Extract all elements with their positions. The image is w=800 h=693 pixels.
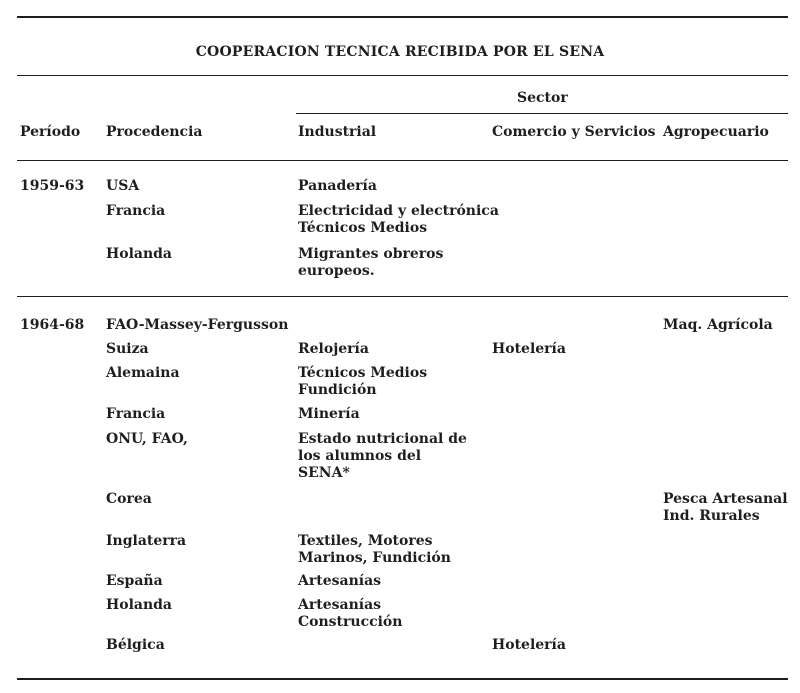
agropecuario-cell: Pesca Artesanal Ind. Rurales — [663, 491, 788, 524]
period-rule — [17, 296, 788, 297]
bottom-rule — [17, 678, 788, 680]
procedencia-cell: España — [106, 573, 163, 589]
industrial-cell: Electricidad y electrónica Técnicos Medios — [298, 203, 499, 236]
period-label: 1964-68 — [20, 317, 85, 333]
top-rule — [17, 16, 788, 18]
comercio-cell: Hotelería — [492, 637, 566, 653]
period-label: 1959-63 — [20, 178, 85, 194]
procedencia-cell: FAO-Massey-Fergusson — [106, 317, 289, 333]
industrial-cell: Artesanías — [298, 573, 382, 589]
sector-header: Sector — [517, 90, 568, 106]
agropecuario-cell: Maq. Agrícola — [663, 317, 773, 333]
industrial-cell: Migrantes obreros europeos. — [298, 246, 444, 279]
col-header-procedencia: Procedencia — [106, 124, 203, 140]
procedencia-cell: Francia — [106, 203, 166, 219]
procedencia-cell: Alemaina — [106, 365, 180, 381]
col-header-comercio: Comercio y Servicios — [492, 124, 656, 140]
sector-rule — [296, 113, 788, 114]
procedencia-cell: USA — [106, 178, 140, 194]
title-rule — [17, 75, 788, 76]
procedencia-cell: Holanda — [106, 597, 172, 613]
industrial-cell: Estado nutricional de los alumnos del SENA* — [298, 431, 467, 481]
table-title: COOPERACION TECNICA RECIBIDA POR EL SENA — [195, 44, 605, 60]
procedencia-cell: Bélgica — [106, 637, 165, 653]
comercio-cell: Hotelería — [492, 341, 566, 357]
industrial-cell: Artesanías Construcción — [298, 597, 403, 630]
procedencia-cell: Inglaterra — [106, 533, 187, 549]
procedencia-cell: Holanda — [106, 246, 172, 262]
procedencia-cell: Corea — [106, 491, 152, 507]
header-rule — [17, 160, 788, 161]
col-header-periodo: Período — [20, 124, 81, 140]
industrial-cell: Textiles, Motores Marinos, Fundición — [298, 533, 451, 566]
industrial-cell: Relojería — [298, 341, 369, 357]
procedencia-cell: ONU, FAO, — [106, 431, 188, 447]
industrial-cell: Panadería — [298, 178, 377, 194]
procedencia-cell: Francia — [106, 406, 166, 422]
col-header-industrial: Industrial — [298, 124, 377, 140]
industrial-cell: Técnicos Medios Fundición — [298, 365, 428, 398]
col-header-agropecuario: Agropecuario — [663, 124, 769, 140]
industrial-cell: Minería — [298, 406, 360, 422]
procedencia-cell: Suiza — [106, 341, 149, 357]
